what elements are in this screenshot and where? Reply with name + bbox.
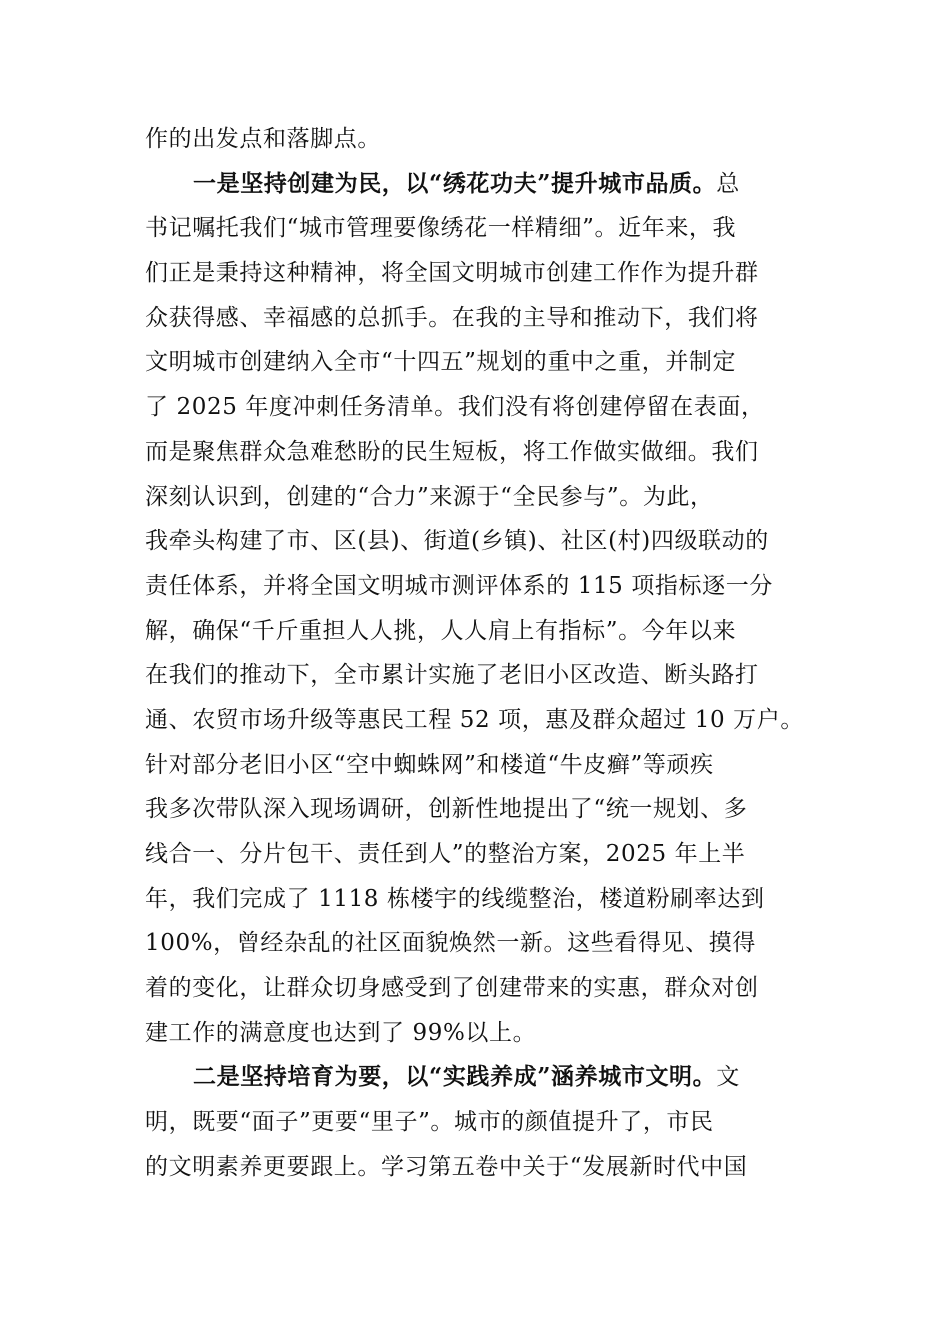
line-text: 解，确保“千斤重担人人挑，人人肩上有指标”。今年以来 bbox=[145, 617, 737, 644]
text-line-12 bbox=[145, 609, 807, 654]
text-line-20 bbox=[145, 966, 807, 1011]
line-text: 针对部分老旧小区“空中蜘蛛网”和楼道“牛皮癣”等顽疾 bbox=[145, 751, 714, 778]
line-text: 总 bbox=[716, 170, 740, 197]
text-line-19 bbox=[145, 921, 807, 966]
paragraph-heading-2 bbox=[145, 1055, 807, 1100]
text-line-11 bbox=[145, 564, 807, 609]
line-text: 文明城市创建纳入全市“十四五”规划的重中之重，并制定 bbox=[145, 349, 737, 376]
line-text: 众获得感、幸福感的总抓手。在我的主导和推动下，我们将 bbox=[145, 304, 759, 331]
text-line-5 bbox=[145, 296, 807, 341]
line-text: 着的变化，让群众切身感受到了创建带来的实惠，群众对创 bbox=[145, 975, 759, 1002]
line-text: 的文明素养更要跟上。学习第五卷中关于“发展新时代中国 bbox=[145, 1153, 748, 1180]
text-line-7 bbox=[145, 385, 807, 430]
text-line-17 bbox=[145, 832, 807, 877]
line-text: 而是聚焦群众急难愁盼的民生短板，将工作做实做细。我们 bbox=[145, 438, 759, 465]
line-text: 们正是秉持这种精神，将全国文明城市创建工作作为提升群 bbox=[145, 260, 759, 287]
line-text: 书记嘱托我们“城市管理要像绣花一样精细”。近年来，我 bbox=[145, 215, 737, 242]
line-text: 在我们的推动下，全市累计实施了老旧小区改造、断头路打 bbox=[145, 662, 759, 689]
text-line-9 bbox=[145, 475, 807, 520]
text-line-14 bbox=[145, 698, 807, 743]
text-line-8 bbox=[145, 430, 807, 475]
text-line-15 bbox=[145, 743, 807, 788]
heading-text: 二是坚持培育为要，以“实践养成”涵养城市文明。 bbox=[193, 1063, 717, 1091]
document-page bbox=[145, 117, 807, 1190]
text-line-13 bbox=[145, 653, 807, 698]
line-text: 建工作的满意度也达到了 99%以上。 bbox=[145, 1019, 537, 1046]
line-text: 深刻认识到，创建的“合力”来源于“全民参与”。为此， bbox=[145, 483, 714, 510]
heading-text: 一是坚持创建为民，以“绣花功夫”提升城市品质。 bbox=[193, 169, 717, 197]
text-line-21 bbox=[145, 1011, 807, 1056]
paragraph-heading-1 bbox=[145, 162, 807, 207]
text-line-4 bbox=[145, 251, 807, 296]
line-text: 100%，曾经杂乱的社区面貌焕然一新。这些看得见、摸得 bbox=[145, 930, 756, 957]
text-line-24 bbox=[145, 1145, 807, 1190]
line-text: 年，我们完成了 1118 栋楼宇的线缆整治，楼道粉刷率达到 bbox=[145, 885, 765, 912]
text-line-16 bbox=[145, 787, 807, 832]
line-text: 作的出发点和落脚点。 bbox=[145, 126, 381, 152]
line-text: 我牵头构建了市、区(县)、街道(乡镇)、社区(村)四级联动的 bbox=[145, 528, 769, 555]
line-text: 线合一、分片包干、责任到人”的整治方案，2025 年上半 bbox=[145, 841, 746, 867]
line-text: 责任体系，并将全国文明城市测评体系的 115 项指标逐一分 bbox=[145, 572, 773, 599]
line-text: 文 bbox=[716, 1064, 740, 1091]
text-line-18 bbox=[145, 877, 807, 922]
text-line-23 bbox=[145, 1100, 807, 1145]
line-text: 了 2025 年度冲刺任务清单。我们没有将创建停留在表面， bbox=[145, 394, 765, 421]
line-text: 通、农贸市场升级等惠民工程 52 项，惠及群众超过 10 万户。 bbox=[145, 706, 804, 733]
text-line-1 bbox=[145, 117, 807, 162]
text-line-10 bbox=[145, 519, 807, 564]
text-line-3 bbox=[145, 206, 807, 251]
line-text: 明，既要“面子”更要“里子”。城市的颜值提升了，市民 bbox=[145, 1109, 714, 1136]
text-line-6 bbox=[145, 340, 807, 385]
line-text: 我多次带队深入现场调研，创新性地提出了“统一规划、多 bbox=[145, 796, 748, 823]
